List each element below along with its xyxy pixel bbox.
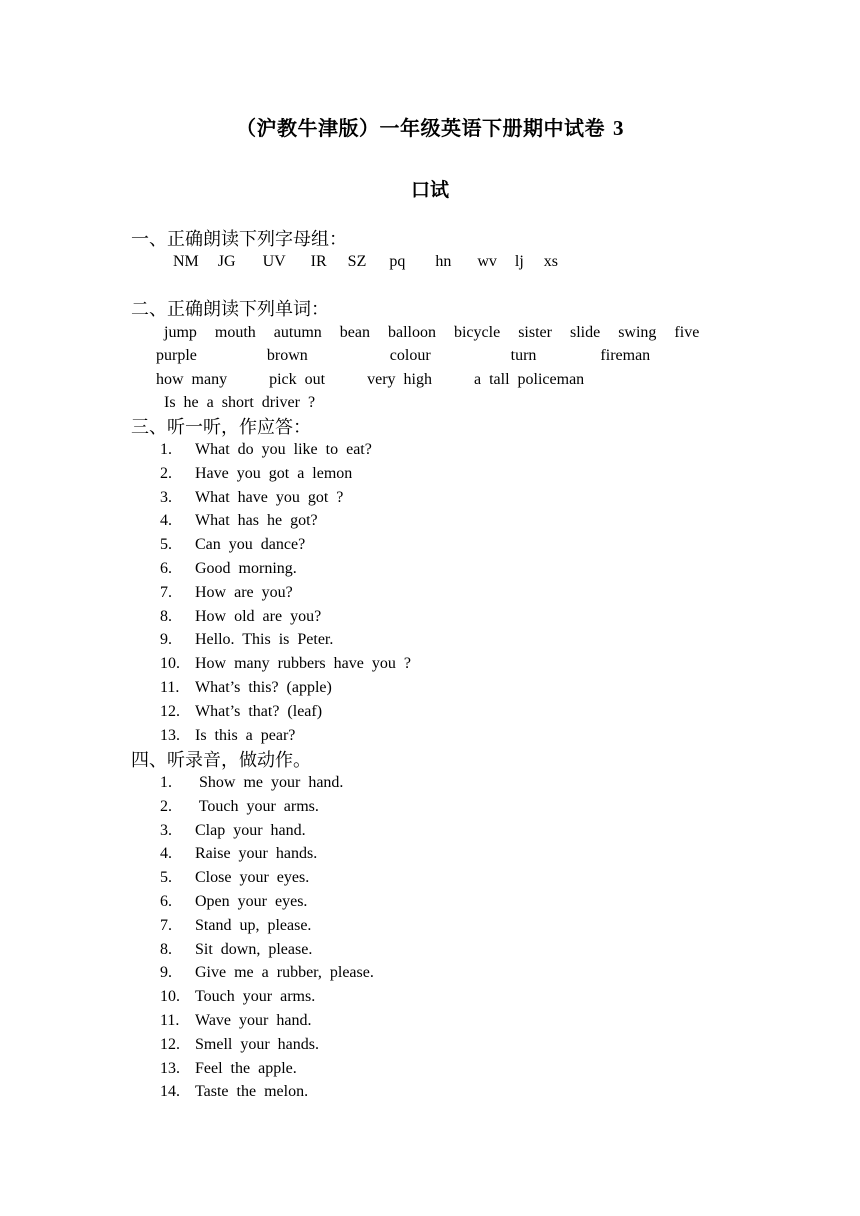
word: mouth bbox=[214, 324, 256, 341]
word-row-4: Is he a short driver ? bbox=[164, 394, 316, 411]
word: autumn bbox=[273, 324, 322, 341]
item-number: 2. bbox=[160, 797, 172, 815]
question-item bbox=[160, 700, 411, 724]
item-text: Smell your hands. bbox=[195, 1035, 319, 1053]
item-number: 8. bbox=[160, 940, 172, 958]
item-number: 1. bbox=[160, 441, 172, 458]
item-text: How are you? bbox=[195, 583, 293, 601]
item-text: How many rubbers have you ? bbox=[195, 655, 411, 673]
word: sister bbox=[518, 324, 552, 341]
item-number: 3. bbox=[160, 821, 172, 839]
item-text: Taste the melon. bbox=[195, 1083, 309, 1101]
action-item bbox=[160, 938, 374, 962]
item-text: Show me your hand. bbox=[195, 774, 344, 791]
item-number: 5. bbox=[160, 869, 172, 887]
action-item bbox=[160, 961, 374, 985]
item-text: Can you dance? bbox=[195, 536, 306, 554]
item-number: 7. bbox=[160, 916, 172, 934]
word-row-3 bbox=[156, 371, 584, 389]
item-text: What’s this? (apple) bbox=[195, 678, 332, 696]
item-number: 6. bbox=[160, 892, 172, 910]
letter-group: JG bbox=[217, 253, 236, 270]
item-number: 12. bbox=[160, 702, 180, 720]
question-item bbox=[160, 724, 411, 748]
question-item bbox=[160, 652, 411, 676]
item-number: 13. bbox=[160, 726, 180, 744]
question-item bbox=[160, 533, 411, 557]
item-number: 6. bbox=[160, 559, 172, 577]
item-number: 12. bbox=[160, 1035, 180, 1053]
question-item bbox=[160, 462, 411, 486]
action-list bbox=[160, 771, 374, 1104]
section2-heading: 二、正确朗读下列单词： bbox=[131, 299, 329, 320]
question-item bbox=[160, 628, 411, 652]
item-number: 7. bbox=[160, 583, 172, 601]
item-number: 4. bbox=[160, 512, 172, 530]
action-item bbox=[160, 1033, 374, 1057]
action-item bbox=[160, 771, 374, 795]
item-text: What’s that? (leaf) bbox=[195, 702, 323, 720]
item-number: 14. bbox=[160, 1083, 180, 1101]
item-text: Clap your hand. bbox=[195, 821, 306, 839]
action-item bbox=[160, 842, 374, 866]
word-row-1 bbox=[164, 324, 699, 342]
letter-group: IR bbox=[310, 253, 327, 270]
word: bean bbox=[339, 324, 370, 341]
item-text: Give me a rubber, please. bbox=[195, 964, 374, 982]
item-number: 2. bbox=[160, 464, 172, 482]
item-text: Open your eyes. bbox=[195, 892, 308, 910]
section3-heading: 三、听一听，作应答： bbox=[131, 417, 311, 438]
letter-group: NM bbox=[173, 253, 199, 270]
item-text: Sit down, please. bbox=[195, 940, 313, 958]
word: colour bbox=[389, 347, 431, 364]
letter-group: lj bbox=[514, 253, 524, 270]
item-text: How old are you? bbox=[195, 607, 322, 625]
section4-heading: 四、听录音，做动作。 bbox=[131, 750, 311, 771]
question-item bbox=[160, 438, 411, 462]
item-text: Stand up, please. bbox=[195, 916, 312, 934]
letter-group: hn bbox=[435, 253, 452, 270]
word-row-2 bbox=[156, 347, 650, 365]
item-text: Have you got a lemon bbox=[195, 464, 353, 482]
action-item bbox=[160, 1080, 374, 1104]
action-item bbox=[160, 890, 374, 914]
question-item bbox=[160, 581, 411, 605]
exam-title-number: 3 bbox=[613, 116, 624, 140]
item-number: 3. bbox=[160, 488, 172, 506]
item-text: Touch your arms. bbox=[195, 988, 316, 1006]
word: balloon bbox=[387, 324, 436, 341]
item-text: Raise your hands. bbox=[195, 845, 318, 863]
question-item bbox=[160, 486, 411, 510]
exam-title-text: （沪教牛津版）一年级英语下册期中试卷 bbox=[236, 116, 605, 140]
item-number: 10. bbox=[160, 655, 180, 673]
item-number: 9. bbox=[160, 964, 172, 982]
action-item bbox=[160, 866, 374, 890]
word: five bbox=[674, 324, 700, 341]
exam-title bbox=[0, 112, 860, 141]
word: swing bbox=[618, 324, 657, 341]
item-number: 8. bbox=[160, 607, 172, 625]
item-text: Feel the apple. bbox=[195, 1059, 297, 1077]
item-text: Good morning. bbox=[195, 559, 297, 577]
phrase: how many bbox=[156, 371, 228, 388]
question-item bbox=[160, 605, 411, 629]
exam-subtitle: 口试 bbox=[410, 179, 449, 201]
question-list bbox=[160, 438, 411, 747]
item-text: Is this a pear? bbox=[195, 726, 296, 744]
word: turn bbox=[510, 347, 537, 364]
question-item bbox=[160, 557, 411, 581]
item-text: Wave your hand. bbox=[195, 1011, 312, 1029]
action-item bbox=[160, 1057, 374, 1081]
word: jump bbox=[164, 324, 197, 341]
item-number: 11. bbox=[160, 678, 180, 696]
word: brown bbox=[266, 347, 308, 364]
item-number: 1. bbox=[160, 774, 172, 791]
action-item bbox=[160, 985, 374, 1009]
question-item bbox=[160, 676, 411, 700]
question-item bbox=[160, 509, 411, 533]
letter-group: xs bbox=[543, 253, 559, 270]
item-text: Close your eyes. bbox=[195, 869, 310, 887]
item-text: What do you like to eat? bbox=[195, 441, 372, 458]
item-number: 10. bbox=[160, 988, 180, 1006]
section1-heading: 一、正确朗读下列字母组： bbox=[131, 229, 347, 250]
action-item bbox=[160, 819, 374, 843]
word: fireman bbox=[600, 347, 651, 364]
word: purple bbox=[156, 347, 197, 364]
item-text: What has he got? bbox=[195, 512, 318, 530]
phrase: very high bbox=[367, 371, 432, 388]
action-item bbox=[160, 914, 374, 938]
item-text: Touch your arms. bbox=[195, 797, 319, 815]
item-text: What have you got ? bbox=[195, 488, 344, 506]
phrase: pick out bbox=[269, 371, 326, 388]
word: slide bbox=[569, 324, 601, 341]
item-number: 5. bbox=[160, 536, 172, 554]
letter-group-row bbox=[173, 253, 558, 271]
action-item bbox=[160, 1009, 374, 1033]
letter-group: SZ bbox=[347, 253, 367, 270]
item-number: 4. bbox=[160, 845, 172, 863]
action-item bbox=[160, 795, 374, 819]
item-number: 9. bbox=[160, 631, 172, 649]
phrase: a tall policeman bbox=[473, 371, 585, 388]
word: bicycle bbox=[453, 324, 501, 341]
letter-group: wv bbox=[477, 253, 497, 270]
letter-group: pq bbox=[389, 253, 406, 270]
item-number: 13. bbox=[160, 1059, 180, 1077]
item-text: Hello. This is Peter. bbox=[195, 631, 334, 649]
letter-group: UV bbox=[262, 253, 286, 270]
item-number: 11. bbox=[160, 1011, 180, 1029]
